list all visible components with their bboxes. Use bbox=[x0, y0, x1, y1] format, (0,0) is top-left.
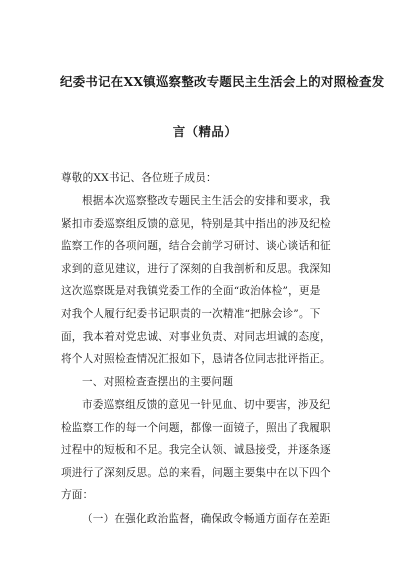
paragraph-line: 面，我本着对党忠诚、对事业负责、对同志坦诚的态度， bbox=[61, 330, 331, 343]
salutation bbox=[61, 167, 351, 190]
paragraph-line: 市委巡察组反馈的意见一针见血、切中要害，涉及纪 bbox=[82, 399, 331, 411]
salutation-text: 尊敬的XX书记、各位班子成员： bbox=[61, 172, 217, 184]
paragraph-1 bbox=[61, 190, 351, 371]
paragraph-line: 方面： bbox=[61, 489, 94, 502]
paragraph-line: 监察工作的各项问题，结合会前学习研讨、谈心谈话和征 bbox=[61, 240, 331, 253]
paragraph-line: 过程中的短板和不足。我完全认领、诚恳接受，并逐条逐 bbox=[61, 444, 331, 457]
paragraph-line: 根据本次巡察整改专题民主生活会的安排和要求，我 bbox=[82, 195, 331, 207]
subsection-heading: （一）在强化政治监督，确保政令畅通方面存在差距 bbox=[82, 513, 331, 525]
paragraph-line: 将个人对照检查情况汇报如下，恳请各位同志批评指正。 bbox=[61, 353, 331, 366]
section-heading: 一、对照检查查摆出的主要问题 bbox=[82, 376, 234, 388]
subsection-1 bbox=[61, 508, 351, 531]
document-title-continued: 言（精品） bbox=[172, 124, 238, 139]
paragraph-2 bbox=[61, 394, 351, 507]
paragraph-line: 对我个人履行纪委书记职责的一次精准“把脉会诊”。下 bbox=[61, 307, 321, 320]
paragraph-line: 检监察工作的每一个问题，都像一面镜子，照出了我履职 bbox=[61, 421, 331, 434]
document-title: 纪委书记在XX镇巡察整改专题民主生活会上的对照检查发 bbox=[60, 74, 385, 89]
paragraph-line: 求到的意见建议，进行了深刻的自我剖析和反思。我深知 bbox=[61, 262, 331, 275]
paragraph-line: 项进行了深刻反思。总的来看，问题主要集中在以下四个 bbox=[61, 466, 331, 479]
section-1 bbox=[61, 371, 351, 394]
paragraph-line: 紧扣市委巡察组反馈的意见，特别是其中指出的涉及纪检 bbox=[61, 217, 331, 230]
paragraph-line: 这次巡察既是对我镇党委工作的全面“政治体检”，更是 bbox=[61, 285, 321, 298]
